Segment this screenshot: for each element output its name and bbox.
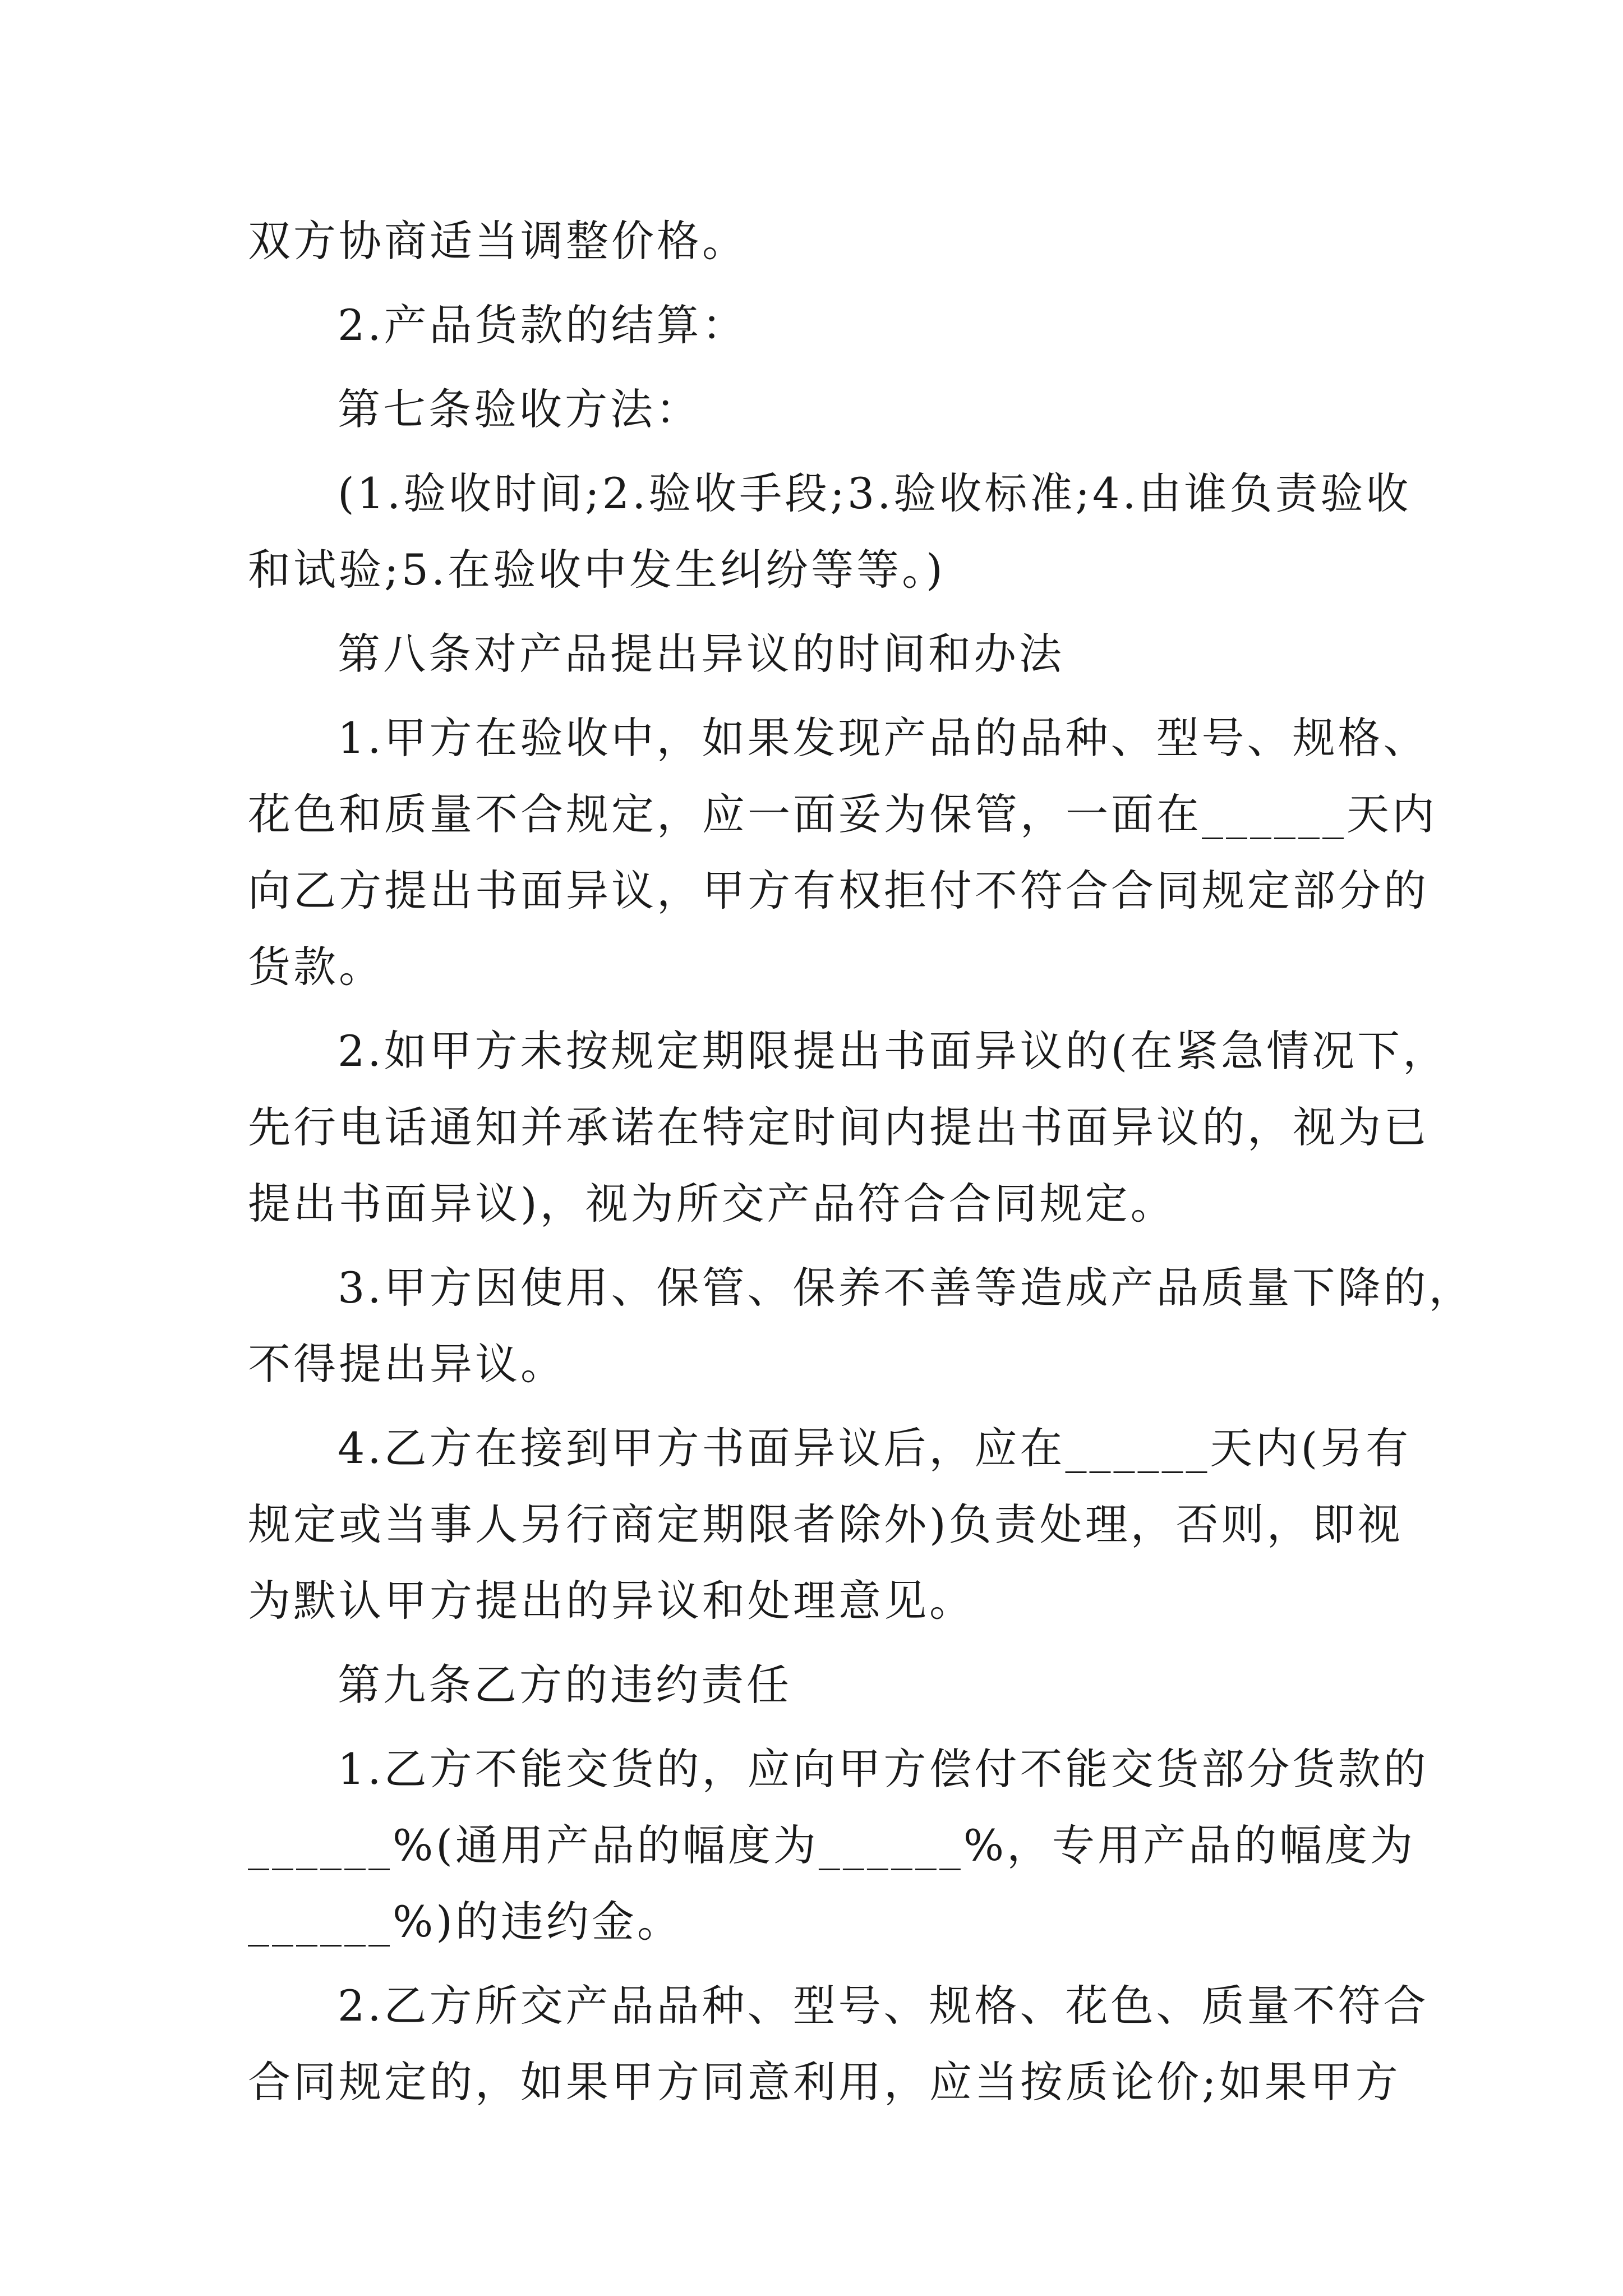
- section-heading: 第七条验收方法：: [338, 384, 701, 434]
- text-line: 和试验;5.在验收中发生纠纷等等。): [248, 545, 946, 595]
- text-line: 花色和质量不合规定，应一面妥为保管，一面在______天内: [248, 789, 1437, 839]
- text-line: 2.如甲方未按规定期限提出书面异议的(在紧急情况下，: [338, 1026, 1449, 1076]
- text-line: ______%(通用产品的幅度为______%，专用产品的幅度为: [248, 1820, 1416, 1870]
- text-line: 4.乙方在接到甲方书面异议后，应在______天内(另有: [338, 1423, 1412, 1473]
- text-line: 2.乙方所交产品品种、型号、规格、花色、质量不符合: [338, 1981, 1429, 2031]
- text-line: 1.甲方在验收中，如果发现产品的品种、型号、规格、: [338, 713, 1429, 763]
- text-line: 向乙方提出书面异议，甲方有权拒付不符合合同规定部分的: [248, 866, 1429, 915]
- text-line: 货款。: [248, 942, 384, 992]
- text-line: 3.甲方因使用、保管、保养不善等造成产品质量下降的，: [338, 1263, 1474, 1313]
- section-heading: 第八条对产品提出异议的时间和办法: [338, 629, 1064, 679]
- text-line: (1.验收时间;2.验收手段;3.验收标准;4.由谁负责验收: [338, 468, 1412, 518]
- text-line: 不得提出异议。: [248, 1339, 566, 1389]
- text-line: 规定或当事人另行商定期限者除外)负责处理，否则，即视: [248, 1499, 1403, 1549]
- text-line: 合同规定的，如果甲方同意利用，应当按质论价;如果甲方: [248, 2057, 1401, 2107]
- section-heading: 第九条乙方的违约责任: [338, 1660, 792, 1710]
- contract-body-text: [248, 203, 1474, 2120]
- text-line: 双方协商适当调整价格。: [248, 216, 748, 266]
- text-line: ______%)的违约金。: [248, 1897, 683, 1947]
- text-line: 2.产品货款的结算：: [338, 300, 748, 350]
- text-line: 1.乙方不能交货的，应向甲方偿付不能交货部分货款的: [338, 1744, 1429, 1794]
- text-line: 为默认甲方提出的异议和处理意见。: [248, 1576, 975, 1626]
- text-line: 提出书面异议)，视为所交产品符合合同规定。: [248, 1179, 1176, 1228]
- text-line: 先行电话通知并承诺在特定时间内提出书面异议的，视为已: [248, 1102, 1429, 1152]
